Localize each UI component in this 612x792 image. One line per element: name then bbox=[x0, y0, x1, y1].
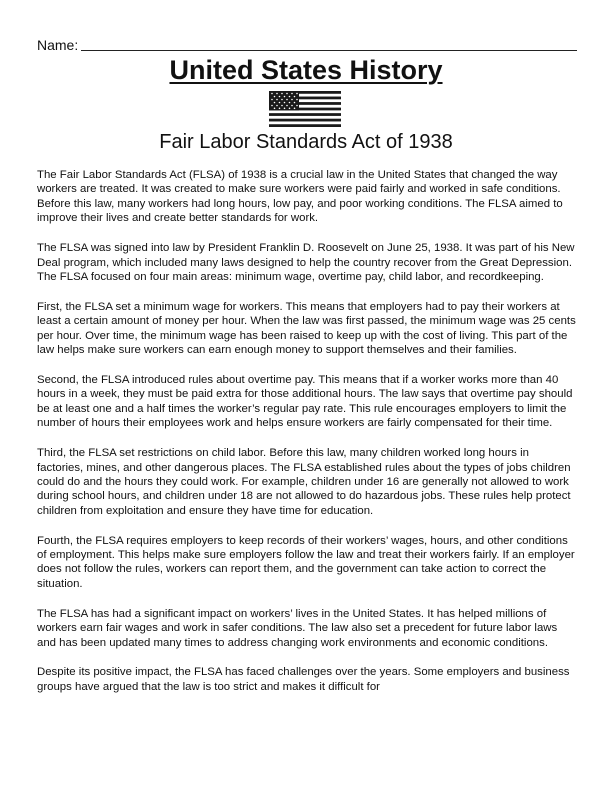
paragraph-recordkeeping: Fourth, the FLSA requires employers to keep records of their workers’ wages, hours, and other conditions of employment. This helps make sure employers follow the law and treat their workers fairly. If an employer does not follow the rules, workers can report them, and the government can take action to correct the situation. bbox=[37, 534, 575, 590]
paragraph-signing: The FLSA was signed into law by President Franklin D. Roosevelt on June 25, 1938. It was part of his New Deal program, which included many laws designed to help the country recover from the Great Depression. The FLSA focused on four main areas: minimum wage, overtime pay, child labor, and recordkeeping. bbox=[37, 242, 575, 283]
name-label: Name: bbox=[37, 37, 79, 53]
paragraph-overtime: Second, the FLSA introduced rules about overtime pay. This means that if a worker works more than 40 hours in a week, they must be paid extra for those additional hours. The law says that overtime pay should be at least one and a half times the worker’s regular pay rate. This rule encourages employers to limit the number of hours their employees work and helps ensure workers are fairly compensated for their time. bbox=[37, 373, 573, 430]
paragraph-child-labor: Third, the FLSA set restrictions on child labor. Before this law, many children worked long hours in factories, mines, and other dangerous places. The FLSA established rules about the types of jobs children could do and the hours they could work. For example, children under 16 are generally not allowed to work during school hours, and children under 18 are not allowed to do hazardous jobs. These rules help protect children from exploitation and ensure they have time for education. bbox=[37, 447, 571, 517]
page-title: United States History bbox=[169, 55, 443, 85]
name-field[interactable] bbox=[37, 36, 577, 54]
document-subtitle: Fair Labor Standards Act of 1938 bbox=[159, 131, 453, 153]
paragraph-minimum-wage: First, the FLSA set a minimum wage for workers. This means that employers had to pay their workers at least a certain amount of money per hour. When the law was first passed, the minimum wage was 25 cents per hour. Over time, the minimum wage has been raised to keep up with the cost of living. This part of the law helps make sure workers can earn enough money to support themselves and their families. bbox=[37, 300, 576, 357]
paragraph-impact: The FLSA has had a significant impact on workers’ lives in the United States. It has helped millions of workers earn fair wages and work in safer conditions. The law also set a precedent for future labor laws and has been updated many times to address changing work environments and economic conditions. bbox=[37, 607, 558, 649]
article-body bbox=[37, 168, 577, 710]
paragraph-intro: The Fair Labor Standards Act (FLSA) of 1938 is a crucial law in the United States that changed the way workers are treated. It was created to make sure workers were paid fairly and worked in safe conditions. Before this law, many workers had long hours, low pay, and poor working conditions. The FLSA aimed to improve their lives and create better standards for work. bbox=[37, 169, 563, 225]
us-flag-icon bbox=[269, 91, 341, 127]
name-write-line[interactable] bbox=[81, 50, 577, 51]
paragraph-challenges: Despite its positive impact, the FLSA has faced challenges over the years. Some employers and business groups have argued that the law is too strict and makes it difficult for bbox=[37, 666, 570, 693]
